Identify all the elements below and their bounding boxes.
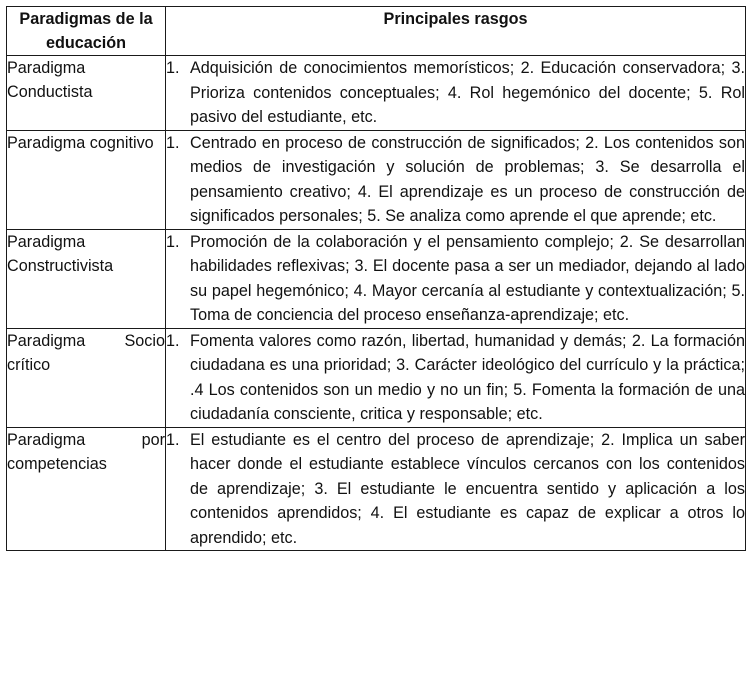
table-row [7,130,746,229]
features-item [166,329,745,427]
features-text: El estudiante es el centro del proceso de aprendizaje; 2. Implica un saber hacer donde el estudiante establece vínculos cercanos con los contenidos de aprendizaje; 3. El estudiante le encuentra sentido y aplicación a los contenidos aprendidos; 4. El estudiante es capaz de explicar a otros lo aprendido; etc. [190,430,745,547]
features-text: Promoción de la colaboración y el pensamiento complejo; 2. Se desarrollan habilidades reflexivas; 3. El docente pasa a ser un mediador, dejando al lado su papel hegemónico; 4. Mayor cercanía al estudiante y contextualización; 5. Toma de conciencia del proceso enseñanza-aprendizaje; etc. [190,232,745,324]
features-cell [166,229,746,328]
features-item [166,56,745,130]
paradigm-name: Paradigma cognitivo [7,130,166,229]
table-row [7,56,746,131]
features-item [166,428,745,551]
features-cell [166,130,746,229]
table-row [7,229,746,328]
paradigm-name: Paradigma Socio crítico [7,328,166,427]
table-row [7,427,746,551]
table-row [7,328,746,427]
features-list [166,428,745,551]
features-list [166,329,745,427]
features-list [166,56,745,130]
features-item [166,230,745,328]
list-number: 1. [166,430,180,449]
features-item [166,131,745,229]
features-list [166,131,745,229]
header-row [7,7,746,56]
list-number: 1. [166,232,180,251]
features-text: Fomenta valores como razón, libertad, humanidad y demás; 2. La formación ciudadana es una prioridad; 3. Carácter ideológico del currículo y la práctica; .4 Los contenidos son un medio y no un fin; 5. Fomenta la formación de una ciudadanía consciente, critica y responsable; etc. [190,331,745,423]
paradigms-table [6,6,746,551]
header-features: Principales rasgos [166,7,746,56]
features-list [166,230,745,328]
features-cell [166,56,746,131]
paradigm-name: Paradigma por competencias [7,427,166,551]
features-cell [166,427,746,551]
list-number: 1. [166,59,180,77]
list-number: 1. [166,331,180,350]
features-cell [166,328,746,427]
features-text: Adquisición de conocimientos memorísticos; 2. Educación conservadora; 3. Prioriza contenidos conceptuales; 4. Rol hegemónico del docente; 5. Rol pasivo del estudiante, etc. [190,59,745,126]
list-number: 1. [166,133,180,152]
paradigm-name: Paradigma Conductista [7,56,166,131]
header-paradigms: Paradigmas de la educación [7,7,166,56]
features-text: Centrado en proceso de construcción de significados; 2. Los contenidos son medios de investigación y solución de problemas; 3. Se desarrolla el pensamiento creativo; 4. El aprendizaje es un proceso de construcción de significados personales; 5. Se analiza como aprende el que aprende; etc. [190,133,745,225]
paradigm-name: Paradigma Constructivista [7,229,166,328]
